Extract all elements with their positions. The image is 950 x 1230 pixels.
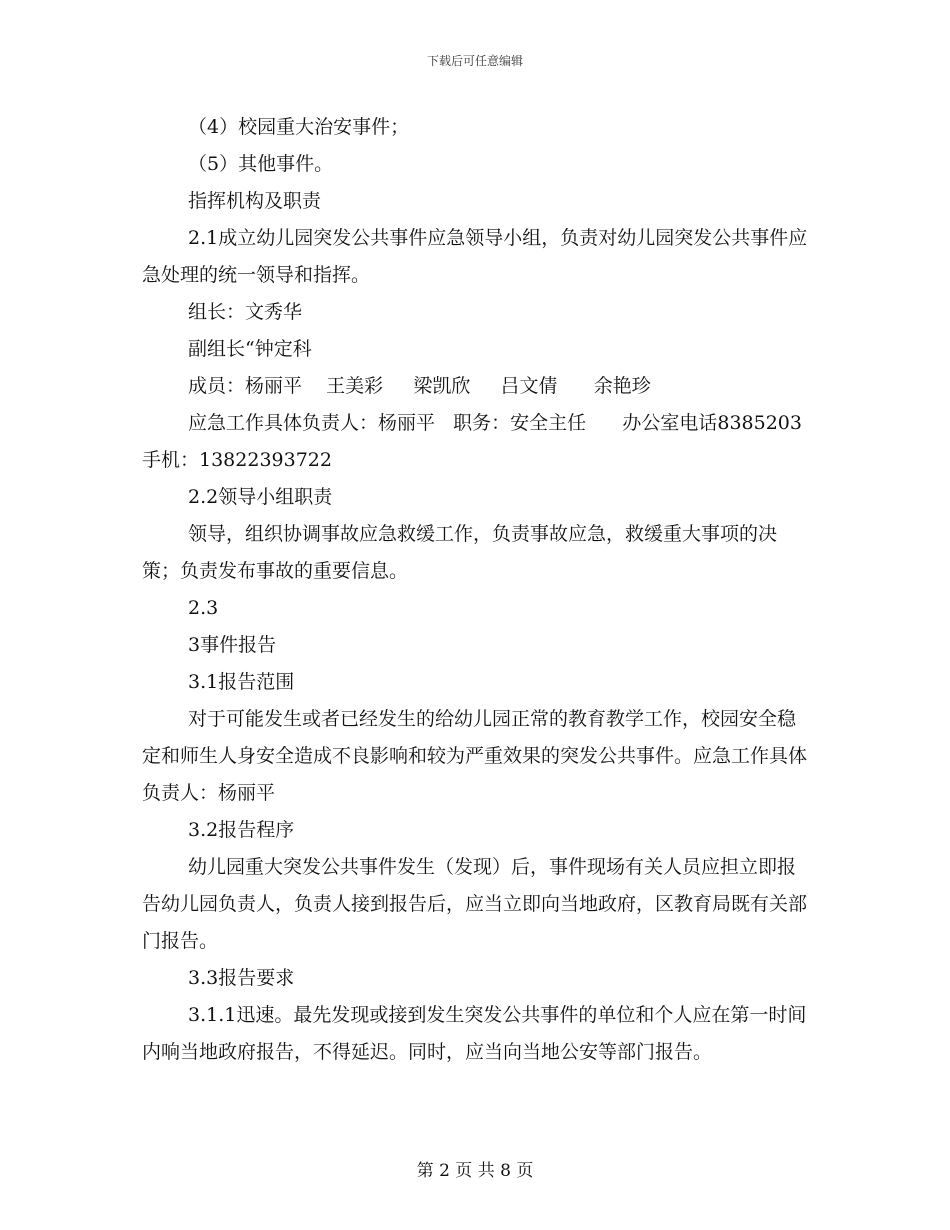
paragraph: 成员：杨丽平 王美彩 梁凯欣 吕文倩 余艳珍 [188, 375, 651, 397]
paragraph: 组长：文秀华 [188, 301, 303, 323]
section-heading: 3.2报告程序 [188, 819, 295, 841]
paragraph: （4）校园重大治安事件； [188, 116, 410, 138]
paragraph: 领导，组织协调事故应急救缓工作，负责事故应急，救缓重大事项的决策；负责发布事故的重要信息。 [142, 523, 778, 582]
page-header: 下载后可任意编辑 [426, 54, 523, 68]
section-heading: 2.2领导小组职责 [188, 486, 333, 508]
paragraph: 幼儿园重大突发公共事件发生（发现）后，事件现场有关人员应担立即报告幼儿园负责人，负责人接到报告后，应当立即向当地政府，区教育局既有关部门报告。 [142, 856, 808, 952]
section-heading: 指挥机构及职责 [188, 190, 322, 212]
paragraph: 对于可能发生或者已经发生的给幼儿园正常的教育教学工作，校园安全稳定和师生人身安全造成不良影响和较为严重效果的突发公共事件。应急工作具体负责人：杨丽平 [142, 708, 808, 804]
paragraph: 副组长“钟定科 [188, 338, 312, 360]
section-heading: 3.3报告要求 [188, 967, 295, 989]
paragraph: （5）其他事件。 [188, 153, 334, 175]
paragraph: 应急工作具体负责人：杨丽平 职务：安全主任 办公室电话8385203 手机：13822393722 [142, 412, 827, 471]
document-body [142, 109, 827, 1071]
section-heading: 3事件报告 [188, 634, 277, 656]
section-heading: 3.1报告范围 [188, 671, 295, 693]
page-number: 第 2 页 共 8 页 [416, 1161, 534, 1181]
paragraph: 3.1.1迅速。最先发现或接到发生突发公共事件的单位和个人应在第一时间内响当地政府报告，不得延迟。同时，应当向当地公安等部门报告。 [142, 1004, 807, 1063]
paragraph: 2.1成立幼儿园突发公共事件应急领导小组，负责对幼儿园突发公共事件应急处理的统一领导和指挥。 [142, 227, 808, 286]
section-heading: 2.3 [188, 597, 219, 619]
